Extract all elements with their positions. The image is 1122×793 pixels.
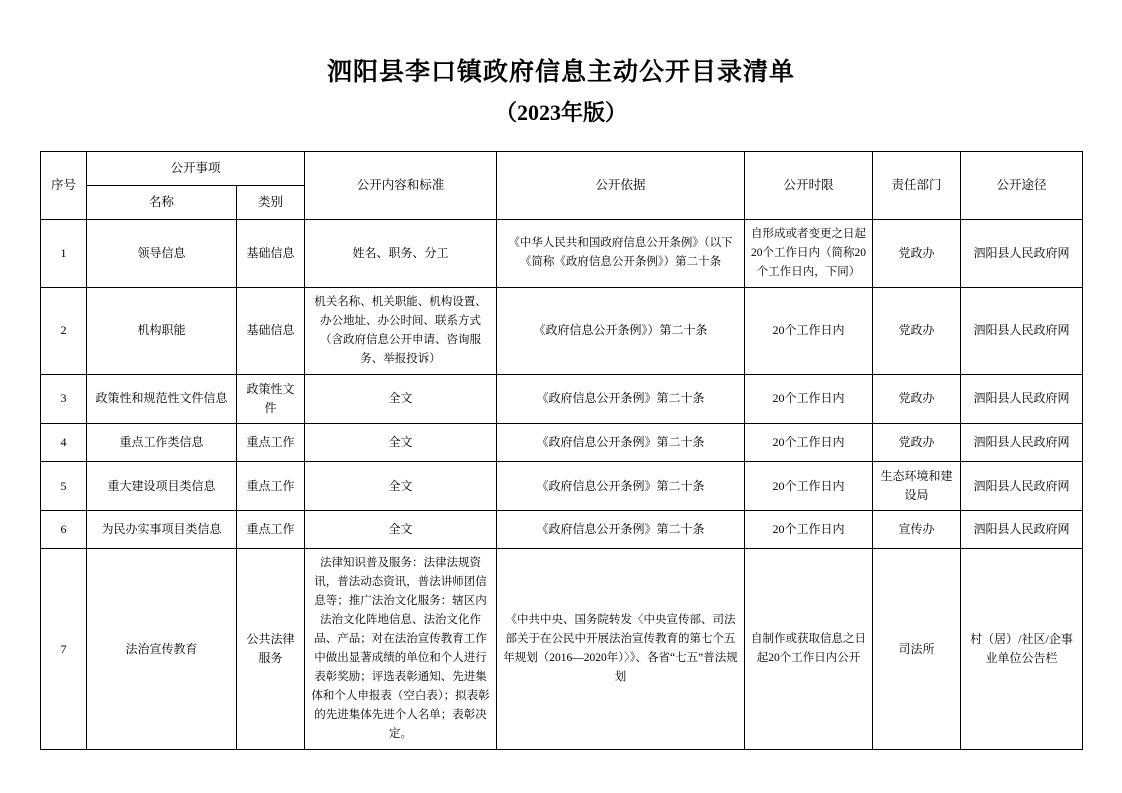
cell-way: 泗阳县人民政府网 — [961, 287, 1083, 374]
cell-limit: 20个工作日内 — [745, 374, 873, 423]
table-row — [41, 461, 1083, 510]
cell-basis: 《政府信息公开条例》第二十条 — [497, 374, 745, 423]
cell-limit: 20个工作日内 — [745, 423, 873, 461]
cell-name: 领导信息 — [87, 219, 237, 287]
table-row — [41, 423, 1083, 461]
header-content: 公开内容和标准 — [305, 151, 497, 219]
cell-limit: 20个工作日内 — [745, 461, 873, 510]
cell-way: 泗阳县人民政府网 — [961, 374, 1083, 423]
cell-basis: 《政府信息公开条例》第二十条 — [497, 423, 745, 461]
cell-limit: 20个工作日内 — [745, 511, 873, 549]
table-row — [41, 511, 1083, 549]
header-dept: 责任部门 — [873, 151, 961, 219]
cell-dept: 宣传办 — [873, 511, 961, 549]
cell-way: 泗阳县人民政府网 — [961, 511, 1083, 549]
page-title: 泗阳县李口镇政府信息主动公开目录清单 — [326, 59, 795, 86]
page-subtitle: （2023年版） — [494, 99, 627, 125]
cell-limit: 自形成或者变更之日起20个工作日内（简称20个工作日内，下同） — [745, 219, 873, 287]
cell-seq: 3 — [41, 374, 87, 423]
header-seq: 序号 — [41, 151, 87, 219]
header-limit: 公开时限 — [745, 151, 873, 219]
cell-type: 公共法律服务 — [237, 549, 305, 750]
cell-content: 全文 — [305, 374, 497, 423]
cell-content: 机关名称、机关职能、机构设置、办公地址、办公时间、联系方式（含政府信息公开申请、咨询服务、举报投诉） — [305, 287, 497, 374]
cell-name: 为民办实事项目类信息 — [87, 511, 237, 549]
cell-name: 法治宣传教育 — [87, 549, 237, 750]
table-body — [41, 219, 1083, 749]
cell-basis: 《政府信息公开条例》）第二十条 — [497, 287, 745, 374]
cell-basis: 《中华人民共和国政府信息公开条例》（以下《简称《政府信息公开条例》）第二十条 — [497, 219, 745, 287]
cell-type: 基础信息 — [237, 287, 305, 374]
cell-seq: 7 — [41, 549, 87, 750]
cell-content: 全文 — [305, 423, 497, 461]
cell-way: 泗阳县人民政府网 — [961, 461, 1083, 510]
cell-dept: 党政办 — [873, 374, 961, 423]
cell-content: 全文 — [305, 511, 497, 549]
cell-basis: 《政府信息公开条例》第二十条 — [497, 511, 745, 549]
header-type: 类别 — [237, 185, 305, 219]
cell-type: 政策性文件 — [237, 374, 305, 423]
cell-basis: 《政府信息公开条例》第二十条 — [497, 461, 745, 510]
catalog-table-wrapper — [40, 151, 1082, 750]
cell-dept: 党政办 — [873, 287, 961, 374]
cell-seq: 4 — [41, 423, 87, 461]
cell-seq: 5 — [41, 461, 87, 510]
cell-dept: 党政办 — [873, 219, 961, 287]
cell-seq: 1 — [41, 219, 87, 287]
cell-name: 重大建设项目类信息 — [87, 461, 237, 510]
header-public-item: 公开事项 — [87, 151, 305, 185]
cell-name: 机构职能 — [87, 287, 237, 374]
header-way: 公开途径 — [961, 151, 1083, 219]
cell-way: 泗阳县人民政府网 — [961, 423, 1083, 461]
cell-name: 政策性和规范性文件信息 — [87, 374, 237, 423]
cell-seq: 2 — [41, 287, 87, 374]
cell-content: 法律知识普及服务：法律法规资讯，普法动态资讯，普法讲师团信息等；推广法治文化服务：辖区内法治文化阵地信息、法治文化作品、产品；对在法治宣传教育工作中做出显著成绩的单位和个人进行表彰奖励；评选表彰通知、先进集体和个人申报表（空白表）；拟表彰的先进集体先进个人名单；表彰决定。 — [305, 549, 497, 750]
cell-type: 重点工作 — [237, 461, 305, 510]
cell-way: 泗阳县人民政府网 — [961, 219, 1083, 287]
cell-dept: 司法所 — [873, 549, 961, 750]
table-header-row-1 — [41, 151, 1083, 185]
catalog-table — [40, 151, 1083, 750]
cell-type: 重点工作 — [237, 423, 305, 461]
cell-basis: 《中共中央、国务院转发〈中央宣传部、司法部关于在公民中开展法治宣传教育的第七个五年规划（2016—2020年）〉》、各省“七五”普法规划 — [497, 549, 745, 750]
table-row — [41, 374, 1083, 423]
cell-type: 重点工作 — [237, 511, 305, 549]
cell-name: 重点工作类信息 — [87, 423, 237, 461]
header-basis: 公开依据 — [497, 151, 745, 219]
table-row — [41, 287, 1083, 374]
cell-content: 姓名、职务、分工 — [305, 219, 497, 287]
cell-dept: 生态环境和建设局 — [873, 461, 961, 510]
cell-limit: 自制作或获取信息之日起20个工作日内公开 — [745, 549, 873, 750]
table-row — [41, 549, 1083, 750]
cell-type: 基础信息 — [237, 219, 305, 287]
title-block — [0, 0, 1122, 129]
header-name: 名称 — [87, 185, 237, 219]
table-header — [41, 151, 1083, 219]
cell-seq: 6 — [41, 511, 87, 549]
cell-way: 村（居）/社区/企事业单位公告栏 — [961, 549, 1083, 750]
cell-dept: 党政办 — [873, 423, 961, 461]
cell-limit: 20个工作日内 — [745, 287, 873, 374]
cell-content: 全文 — [305, 461, 497, 510]
table-row — [41, 219, 1083, 287]
